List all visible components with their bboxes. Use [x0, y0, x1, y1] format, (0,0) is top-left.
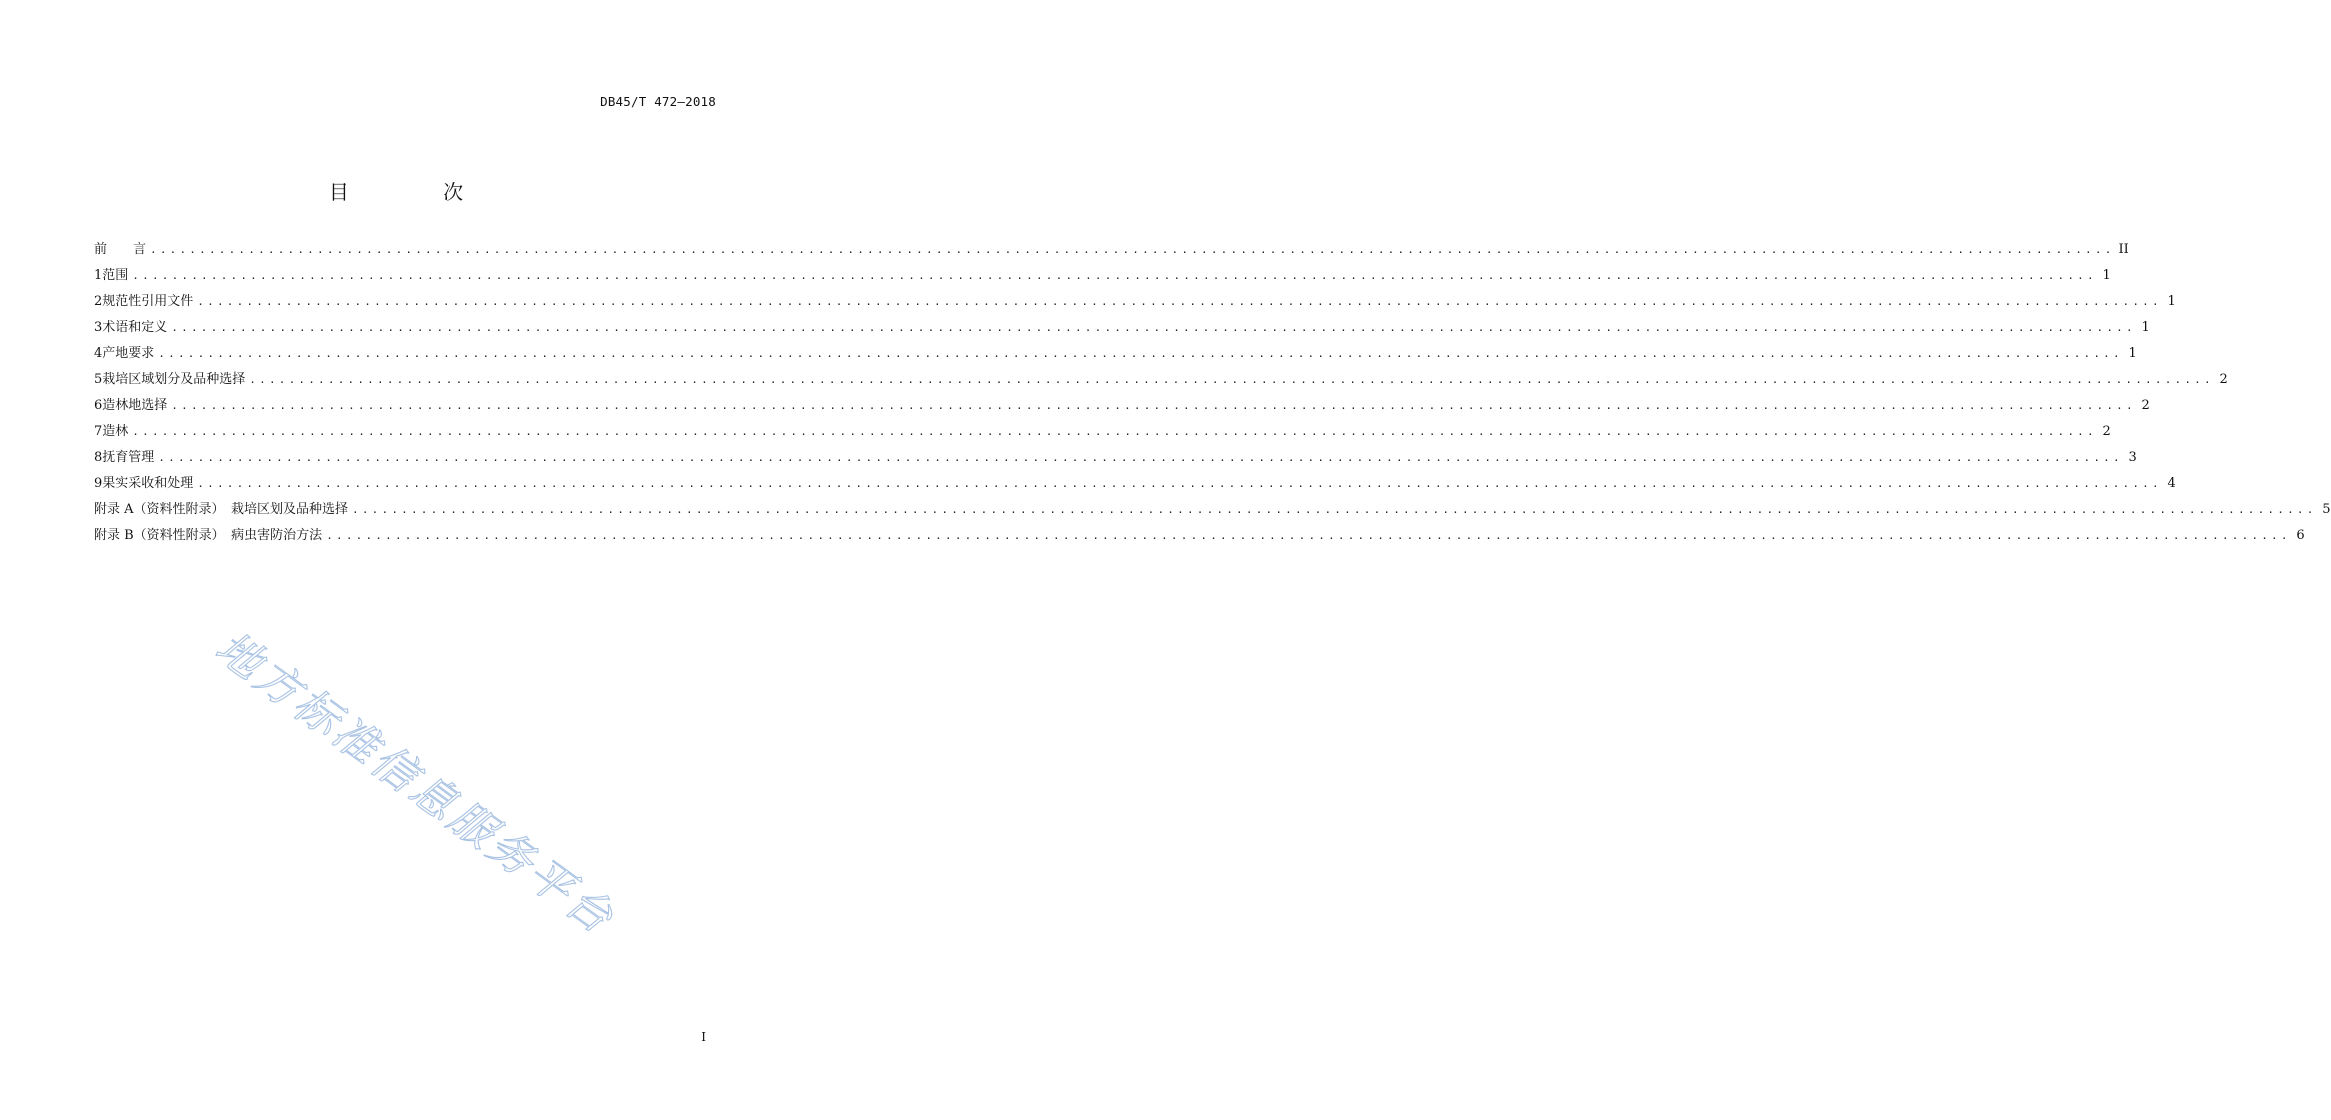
- toc-entry-page: 1: [2102, 268, 2111, 283]
- toc-entry-label: 造林: [102, 424, 129, 439]
- toc-entry[interactable]: [94, 523, 2305, 549]
- toc-entry-label: 规范性引用文件: [102, 294, 194, 309]
- page-title: 目 次: [328, 180, 508, 204]
- toc-entry-page: 2: [2219, 372, 2228, 387]
- toc-leader-dots: ........................................................................................................................................................................................................: [150, 243, 2115, 256]
- toc-leader-dots: ........................................................................................................................................................................................................: [326, 529, 2291, 542]
- toc-entry-page: II: [2118, 242, 2129, 257]
- toc-entry[interactable]: [94, 289, 2176, 315]
- toc-entry-page: 1: [2128, 346, 2137, 361]
- toc-entry-number: 1: [94, 268, 103, 283]
- toc-entry-label: 造林地选择: [102, 398, 168, 413]
- toc-entry-number: 5: [94, 372, 103, 387]
- toc-entry-number: 3: [94, 320, 103, 335]
- toc-entry-label: 附录 A（资料性附录） 栽培区划及品种选择: [94, 502, 349, 517]
- toc-entry-page: 2: [2102, 424, 2111, 439]
- toc-entry-label: 附录 B（资料性附录） 病虫害防治方法: [94, 528, 323, 543]
- toc-leader-dots: ........................................................................................................................................................................................................: [352, 503, 2317, 516]
- toc-leader-dots: ........................................................................................................................................................................................................: [197, 295, 2162, 308]
- toc-entry-label: 前 言: [94, 242, 147, 257]
- toc-entry-label: 范围: [102, 268, 129, 283]
- toc-leader-dots: ........................................................................................................................................................................................................: [249, 373, 2214, 386]
- toc-entry-number: 2: [94, 294, 103, 309]
- toc-entry[interactable]: [94, 471, 2176, 497]
- toc-entry-page: 3: [2128, 450, 2137, 465]
- toc-entry[interactable]: [94, 341, 2137, 367]
- toc-entry-page: 1: [2141, 320, 2150, 335]
- toc-entry[interactable]: [94, 497, 2331, 523]
- toc-leader-dots: ........................................................................................................................................................................................................: [171, 321, 2136, 334]
- toc-entry[interactable]: [94, 237, 2129, 263]
- toc-entry[interactable]: [94, 393, 2150, 419]
- toc-entry-page: 6: [2296, 528, 2305, 543]
- toc-entry[interactable]: [94, 367, 2228, 393]
- toc-leader-dots: ........................................................................................................................................................................................................: [132, 425, 2097, 438]
- toc-entry-number: 4: [94, 346, 103, 361]
- standard-code: DB45/T 472—2018: [600, 94, 716, 109]
- table-of-contents: [94, 237, 2331, 549]
- watermark: 地方标准信息服务平台: [206, 621, 625, 946]
- toc-leader-dots: ........................................................................................................................................................................................................: [171, 399, 2136, 412]
- toc-entry[interactable]: [94, 315, 2150, 341]
- toc-entry-label: 栽培区域划分及品种选择: [102, 372, 246, 387]
- toc-entry-page: 5: [2322, 502, 2331, 517]
- toc-leader-dots: ........................................................................................................................................................................................................: [132, 269, 2097, 282]
- toc-entry-label: 果实采收和处理: [102, 476, 194, 491]
- toc-leader-dots: ........................................................................................................................................................................................................: [197, 477, 2162, 490]
- toc-entry-label: 抚育管理: [102, 450, 155, 465]
- toc-entry-page: 1: [2167, 294, 2176, 309]
- toc-entry-number: 6: [94, 398, 103, 413]
- toc-entry-label: 术语和定义: [102, 320, 168, 335]
- toc-entry-number: 8: [94, 450, 103, 465]
- toc-entry[interactable]: [94, 419, 2111, 445]
- toc-entry-page: 4: [2167, 476, 2176, 491]
- toc-entry[interactable]: [94, 263, 2111, 289]
- toc-leader-dots: ........................................................................................................................................................................................................: [158, 347, 2123, 360]
- toc-leader-dots: ........................................................................................................................................................................................................: [158, 451, 2123, 464]
- toc-entry-number: 7: [94, 424, 103, 439]
- page-number: I: [701, 1030, 706, 1044]
- toc-entry-number: 9: [94, 476, 103, 491]
- toc-entry-label: 产地要求: [102, 346, 155, 361]
- toc-entry[interactable]: [94, 445, 2137, 471]
- toc-entry-page: 2: [2141, 398, 2150, 413]
